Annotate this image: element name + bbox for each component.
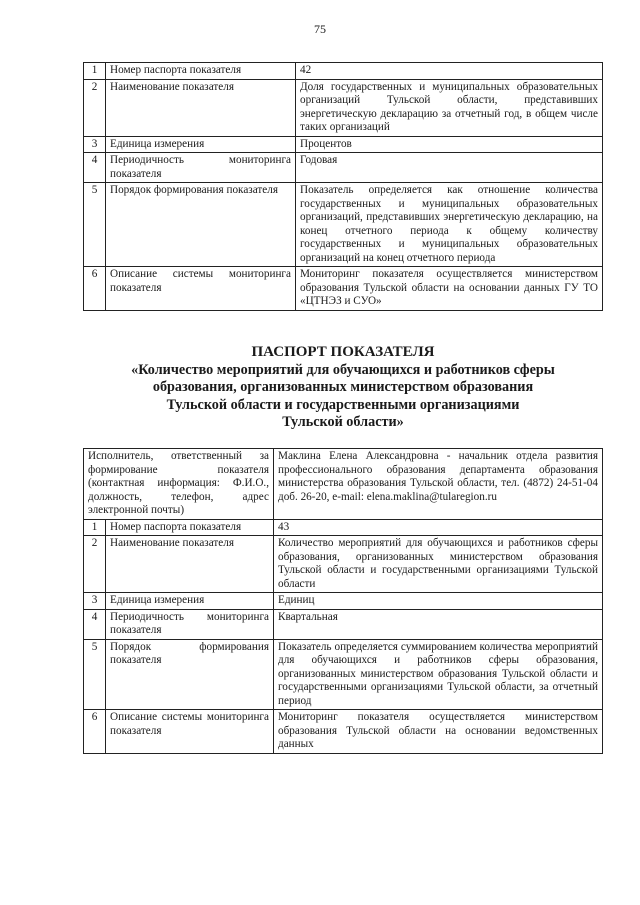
- table-row: [84, 153, 603, 183]
- row-number: 4: [84, 153, 106, 183]
- table-row: [84, 710, 603, 754]
- passport-title-line: Тульской области»: [282, 414, 404, 430]
- row-value: Количество мероприятий для обучающихся и работников сферы образования, организованных министерством образования Тульской области и государственными организациями Тульской области: [274, 536, 603, 593]
- row-label: Периодичность мониторинга показателя: [106, 153, 296, 183]
- row-value: Процентов: [296, 136, 603, 153]
- table-row: [84, 593, 603, 610]
- row-value: Мониторинг показателя осуществляется министерством образования Тульской области на основании ведомственных данных: [274, 710, 603, 754]
- row-value: Показатель определяется суммированием количества мероприятий для обучающихся и работников сферы образования, организованных министерством образования Тульской области и государственными организациями Тульской области, за отчетный период: [274, 639, 603, 710]
- row-value: Доля государственных и муниципальных образовательных организаций Тульской области, представивших энергетическую декларацию за отчетный год, в общем числе таких организаций: [296, 79, 603, 136]
- responsible-label: Исполнитель, ответственный за формирование показателя (контактная информация: Ф.И.О., должность, телефон, адрес электронной почты): [84, 449, 274, 520]
- table-row: [84, 609, 603, 639]
- row-label: Единица измерения: [106, 593, 274, 610]
- passport-title-line: Тульской области и государственными организациями: [166, 396, 520, 413]
- row-label: Номер паспорта показателя: [106, 63, 296, 80]
- row-number: 1: [84, 519, 106, 536]
- row-label: Единица измерения: [106, 136, 296, 153]
- row-label: Периодичность мониторинга показателя: [106, 609, 274, 639]
- row-number: 4: [84, 609, 106, 639]
- row-number: 3: [84, 593, 106, 610]
- table-row: [84, 183, 603, 267]
- responsible-value: Маклина Елена Александровна - начальник отдела развития профессионального образования департамента образования министерства образования Тульской области, тел. (4872) 24-51-04 доб. 26-20, e-mail: elena.maklina@tularegion.ru: [274, 449, 603, 520]
- passport-title-line: «Количество мероприятий для обучающихся и работников сферы: [131, 361, 555, 378]
- row-number: 5: [84, 183, 106, 267]
- table-row: [84, 519, 603, 536]
- table-row: [84, 639, 603, 710]
- row-number: 5: [84, 639, 106, 710]
- passport-table-43: [83, 448, 603, 754]
- table-row: [84, 136, 603, 153]
- row-value: 42: [296, 63, 603, 80]
- table-row: [84, 267, 603, 311]
- row-label: Порядок формирования показателя: [106, 183, 296, 267]
- row-number: 6: [84, 267, 106, 311]
- row-number: 1: [84, 63, 106, 80]
- row-number: 3: [84, 136, 106, 153]
- row-value: Годовая: [296, 153, 603, 183]
- row-label: Порядок формирования показателя: [106, 639, 274, 710]
- row-label: Описание системы мониторинга показателя: [106, 710, 274, 754]
- row-label: Наименование показателя: [106, 79, 296, 136]
- row-number: 2: [84, 536, 106, 593]
- row-value: Мониторинг показателя осуществляется министерством образования Тульской области на основании данных ГУ ТО «ЦТНЭЗ и СУО»: [296, 267, 603, 311]
- row-value: Квартальная: [274, 609, 603, 639]
- row-label: Описание системы мониторинга показателя: [106, 267, 296, 311]
- row-value: Показатель определяется как отношение количества государственных и муниципальных образовательных организаций, представивших энергетическую декларацию, на конец отчетного периода к общему количеству государственных и муниципальных образовательных организаций на конец отчетного периода: [296, 183, 603, 267]
- passport-title: [83, 344, 603, 432]
- row-label: Номер паспорта показателя: [106, 519, 274, 536]
- table-row: [84, 79, 603, 136]
- passport-title-line: образования, организованных министерством образования: [152, 379, 534, 395]
- table-row: [84, 536, 603, 593]
- passport-table-42: [83, 62, 603, 311]
- table-row-responsible: [84, 449, 603, 520]
- table-row: [84, 63, 603, 80]
- row-number: 6: [84, 710, 106, 754]
- page-number: 75: [314, 22, 326, 36]
- row-value: 43: [274, 519, 603, 536]
- passport-heading: ПАСПОРТ ПОКАЗАТЕЛЯ: [251, 344, 435, 360]
- row-value: Единиц: [274, 593, 603, 610]
- row-number: 2: [84, 79, 106, 136]
- row-label: Наименование показателя: [106, 536, 274, 593]
